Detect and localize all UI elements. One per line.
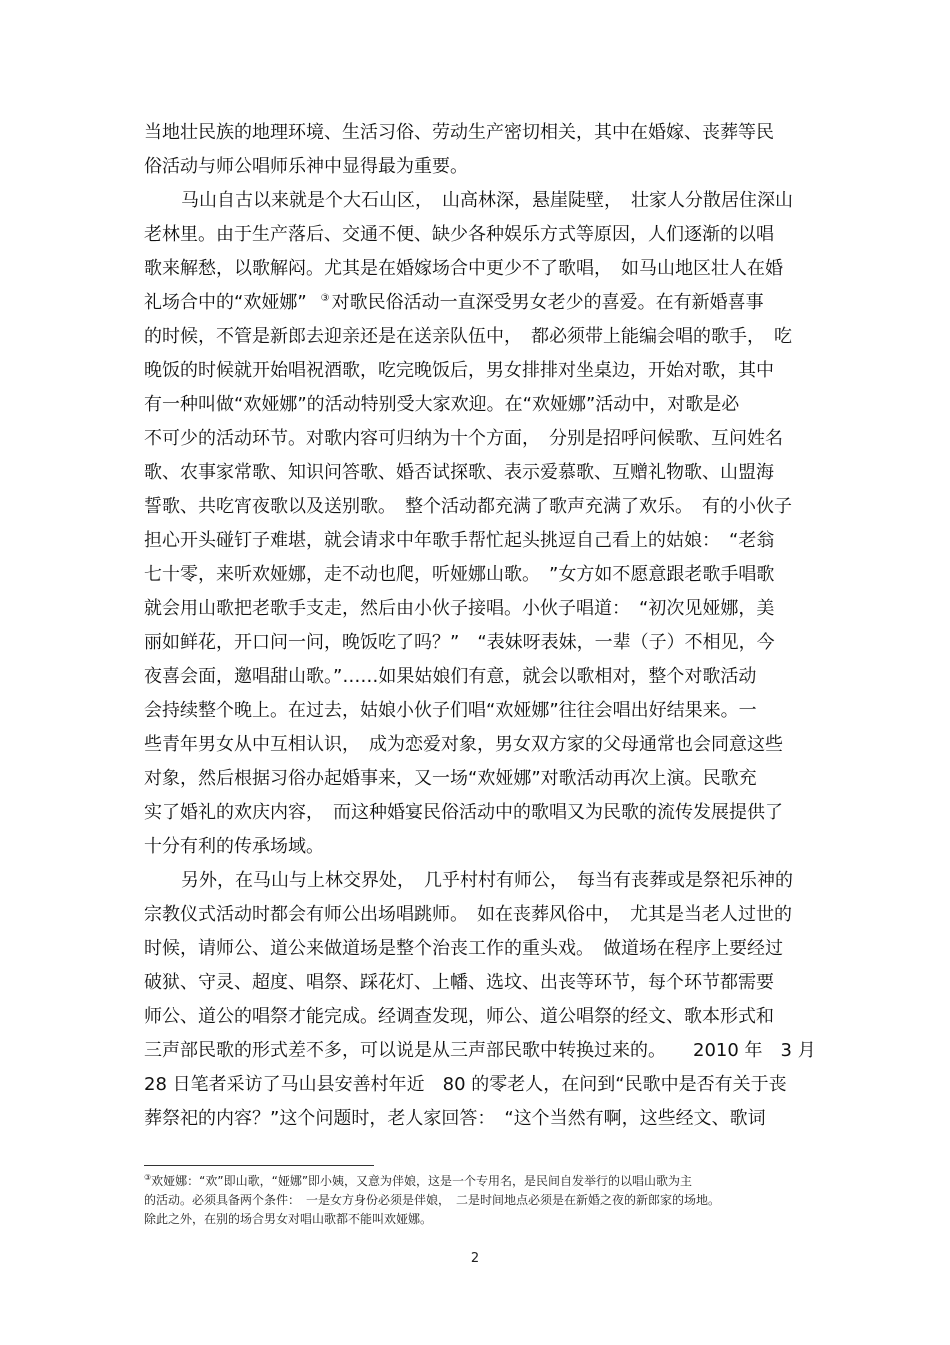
text-line: 就会用山歌把老歌手支走，然后由小伙子接唱。小伙子唱道： “初次见娅娜，美 <box>144 598 775 619</box>
text-line: 宗教仪式活动时都会有师公出场唱跳师。 如在丧葬风俗中， 尤其是当老人过世的 <box>144 904 792 925</box>
text-line: 当地壮民族的地理环境、生活习俗、劳动生产密切相关，其中在婚嫁、丧葬等民 <box>144 122 774 143</box>
text-line: 有一种叫做“欢娅娜”的活动特别受大家欢迎。在“欢娅娜”活动中，对歌是必 <box>144 394 740 415</box>
text-line: 葬祭祀的内容？”这个问题时，老人家回答： “这个当然有啊，这些经文、歌词 <box>144 1108 766 1129</box>
text-line: 丽如鲜花，开口问一问，晚饭吃了吗？” “表妹呀表妹，一辈（子）不相见，今 <box>144 632 775 653</box>
text-line: 会持续整个晚上。在过去，姑娘小伙子们唱“欢娅娜”往往会唱出好结果来。一 <box>144 700 757 721</box>
footnote-line <box>144 1172 824 1191</box>
text-line: 晚饭的时候就开始唱祝酒歌，吃完晚饭后，男女排排对坐桌边，开始对歌，其中 <box>144 360 774 381</box>
text-line: 夜喜会面，邀唱甜山歌。”……如果姑娘们有意，就会以歌相对，整个对歌活动 <box>144 666 757 687</box>
text-segment: 礼场合中的“欢娅娜” <box>144 292 307 313</box>
text-line <box>144 286 808 320</box>
text-line: 十分有利的传承场域。 <box>144 836 324 857</box>
text-line: 歌来解愁，以歌解闷。尤其是在婚嫁场合中更少不了歌唱， 如马山地区壮人在婚 <box>144 258 783 279</box>
text-line: 破狱、守灵、超度、唱祭、踩花灯、上幡、选坟、出丧等环节，每个环节都需要 <box>144 972 774 993</box>
text-line: 28 日笔者采访了马山县安善村年近 80 的零老人，在问到“民歌中是否有关于丧 <box>144 1074 787 1095</box>
footnote-line: 的活动。必须具备两个条件： 一是女方身份必须是伴娘， 二是时间地点必须是在新婚之夜的新郎家的场地。 <box>144 1193 721 1207</box>
text-segment: 对歌民俗活动一直深受男女老少的喜爱。在有新婚喜事 <box>331 292 764 313</box>
text-line: 三声部民歌的形式差不多，可以说是从三声部民歌中转换过来的。 2010 年 3 月 <box>144 1040 816 1061</box>
footnote-separator <box>144 1165 374 1166</box>
text-line: 七十零，来听欢娅娜，走不动也爬，听娅娜山歌。 ”女方如不愿意跟老歌手唱歌 <box>144 564 775 585</box>
footnote-reference[interactable]: ③ <box>320 293 330 304</box>
text-line: 马山自古以来就是个大石山区， 山高林深，悬崖陡壁， 壮家人分散居住深山 <box>181 190 793 211</box>
footnote-line: 除此之外，在别的场合男女对唱山歌都不能叫欢娅娜。 <box>144 1212 433 1226</box>
footnote-text: 欢娅娜：“欢”即山歌，“娅娜”即小姨，又意为伴娘，这是一个专用名，是民间自发举行的以唱山歌为主 <box>151 1174 693 1188</box>
footnote-mark: ③ <box>144 1173 152 1182</box>
text-line: 些青年男女从中互相认识， 成为恋爱对象，男女双方家的父母通常也会同意这些 <box>144 734 783 755</box>
text-line: 实了婚礼的欢庆内容， 而这种婚宴民俗活动中的歌唱又为民歌的流传发展提供了 <box>144 802 783 823</box>
text-line: 不可少的活动环节。对歌内容可归纳为十个方面， 分别是招呼问候歌、互问姓名 <box>144 428 783 449</box>
text-line: 老林里。由于生产落后、交通不便、缺少各种娱乐方式等原因，人们逐渐的以唱 <box>144 224 774 245</box>
text-line: 另外，在马山与上林交界处， 几乎村村有师公， 每当有丧葬或是祭祀乐神的 <box>181 870 793 891</box>
text-line: 对象，然后根据习俗办起婚事来，又一场“欢娅娜”对歌活动再次上演。民歌充 <box>144 768 757 789</box>
text-line: 担心开头碰钉子难堪，就会请求中年歌手帮忙起头挑逗自己看上的姑娘： “老翁 <box>144 530 775 551</box>
text-line: 歌、农事家常歌、知识问答歌、婚否试探歌、表示爱慕歌、互赠礼物歌、山盟海 <box>144 462 774 483</box>
text-line: 的时候，不管是新郎去迎亲还是在送亲队伍中， 都必须带上能编会唱的歌手， 吃 <box>144 326 792 347</box>
text-line: 誓歌、共吃宵夜歌以及送别歌。 整个活动都充满了歌声充满了欢乐。 有的小伙子 <box>144 496 792 517</box>
body-text <box>144 116 816 1136</box>
footnote-block <box>144 1172 824 1229</box>
page-number: 2 <box>470 1251 480 1266</box>
text-line: 师公、道公的唱祭才能完成。经调查发现，师公、道公唱祭的经文、歌本形式和 <box>144 1006 774 1027</box>
text-line: 时候，请师公、道公来做道场是整个治丧工作的重头戏。 做道场在程序上要经过 <box>144 938 783 959</box>
text-line: 俗活动与师公唱师乐神中显得最为重要。 <box>144 156 468 177</box>
